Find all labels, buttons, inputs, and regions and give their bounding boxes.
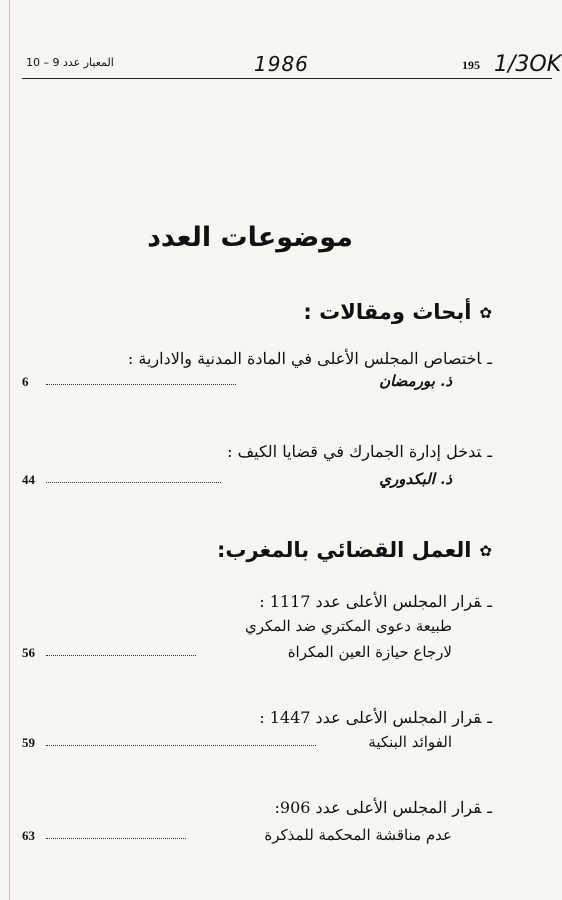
toc-subject: الفوائد البنكية bbox=[368, 733, 452, 751]
toc-entry-row bbox=[22, 733, 452, 757]
toc-entry-row bbox=[22, 470, 452, 494]
running-header bbox=[14, 52, 562, 80]
page-number: 195 bbox=[462, 58, 480, 72]
toc-page-number: 63 bbox=[22, 828, 35, 843]
toc-entry-row bbox=[22, 826, 452, 850]
toc-page-number: 44 bbox=[22, 472, 35, 487]
page-title: موضوعات العدد bbox=[147, 222, 353, 253]
handwritten-year: 1986 bbox=[254, 52, 309, 76]
section-heading-research: ✿أبحاث ومقالات : bbox=[303, 300, 492, 324]
leader-dots bbox=[46, 838, 186, 839]
toc-entry-title: ـقرار المجلس الأعلى عدد 906: bbox=[274, 798, 492, 817]
toc-entry-row bbox=[22, 643, 452, 667]
toc-page-number: 6 bbox=[22, 374, 29, 389]
toc-page-number: 59 bbox=[22, 735, 35, 750]
toc-author: ذ. بورمضان bbox=[379, 372, 452, 390]
leader-dots bbox=[46, 655, 196, 656]
leader-dots bbox=[46, 384, 236, 385]
handwritten-note: 1/3OK bbox=[494, 52, 562, 77]
leader-dots bbox=[46, 745, 316, 746]
toc-entry-title: ـقرار المجلس الأعلى عدد 1447 : bbox=[259, 708, 492, 727]
header-rule bbox=[22, 78, 552, 79]
toc-subject: لارجاع حيازة العين المكراة bbox=[287, 643, 452, 661]
toc-author: ذ. البكدوري bbox=[379, 470, 452, 488]
toc-subject: عدم مناقشة المحكمة للمذكرة bbox=[264, 826, 452, 844]
toc-page-number: 56 bbox=[22, 645, 35, 660]
toc-entry-title: ـتدخل إدارة الجمارك في قضايا الكيف : bbox=[227, 442, 492, 461]
section-heading-jurisprudence: ✿العمل القضائي بالمغرب: bbox=[216, 538, 492, 562]
toc-entry-title: ـاختصاص المجلس الأعلى في المادة المدنية والادارية : bbox=[127, 349, 492, 368]
leader-dots bbox=[46, 482, 221, 483]
flower-bullet-icon: ✿ bbox=[479, 542, 492, 560]
toc-entry-line: طبيعة دعوى المكتري ضد المكري bbox=[244, 617, 452, 635]
scan-edge-line bbox=[9, 0, 10, 900]
toc-entry-row bbox=[22, 372, 452, 396]
toc-entry-title: ـقرار المجلس الأعلى عدد 1117 : bbox=[259, 592, 492, 611]
journal-issue: المعيار عدد 9 – 10 bbox=[26, 56, 114, 69]
flower-bullet-icon: ✿ bbox=[479, 304, 492, 322]
